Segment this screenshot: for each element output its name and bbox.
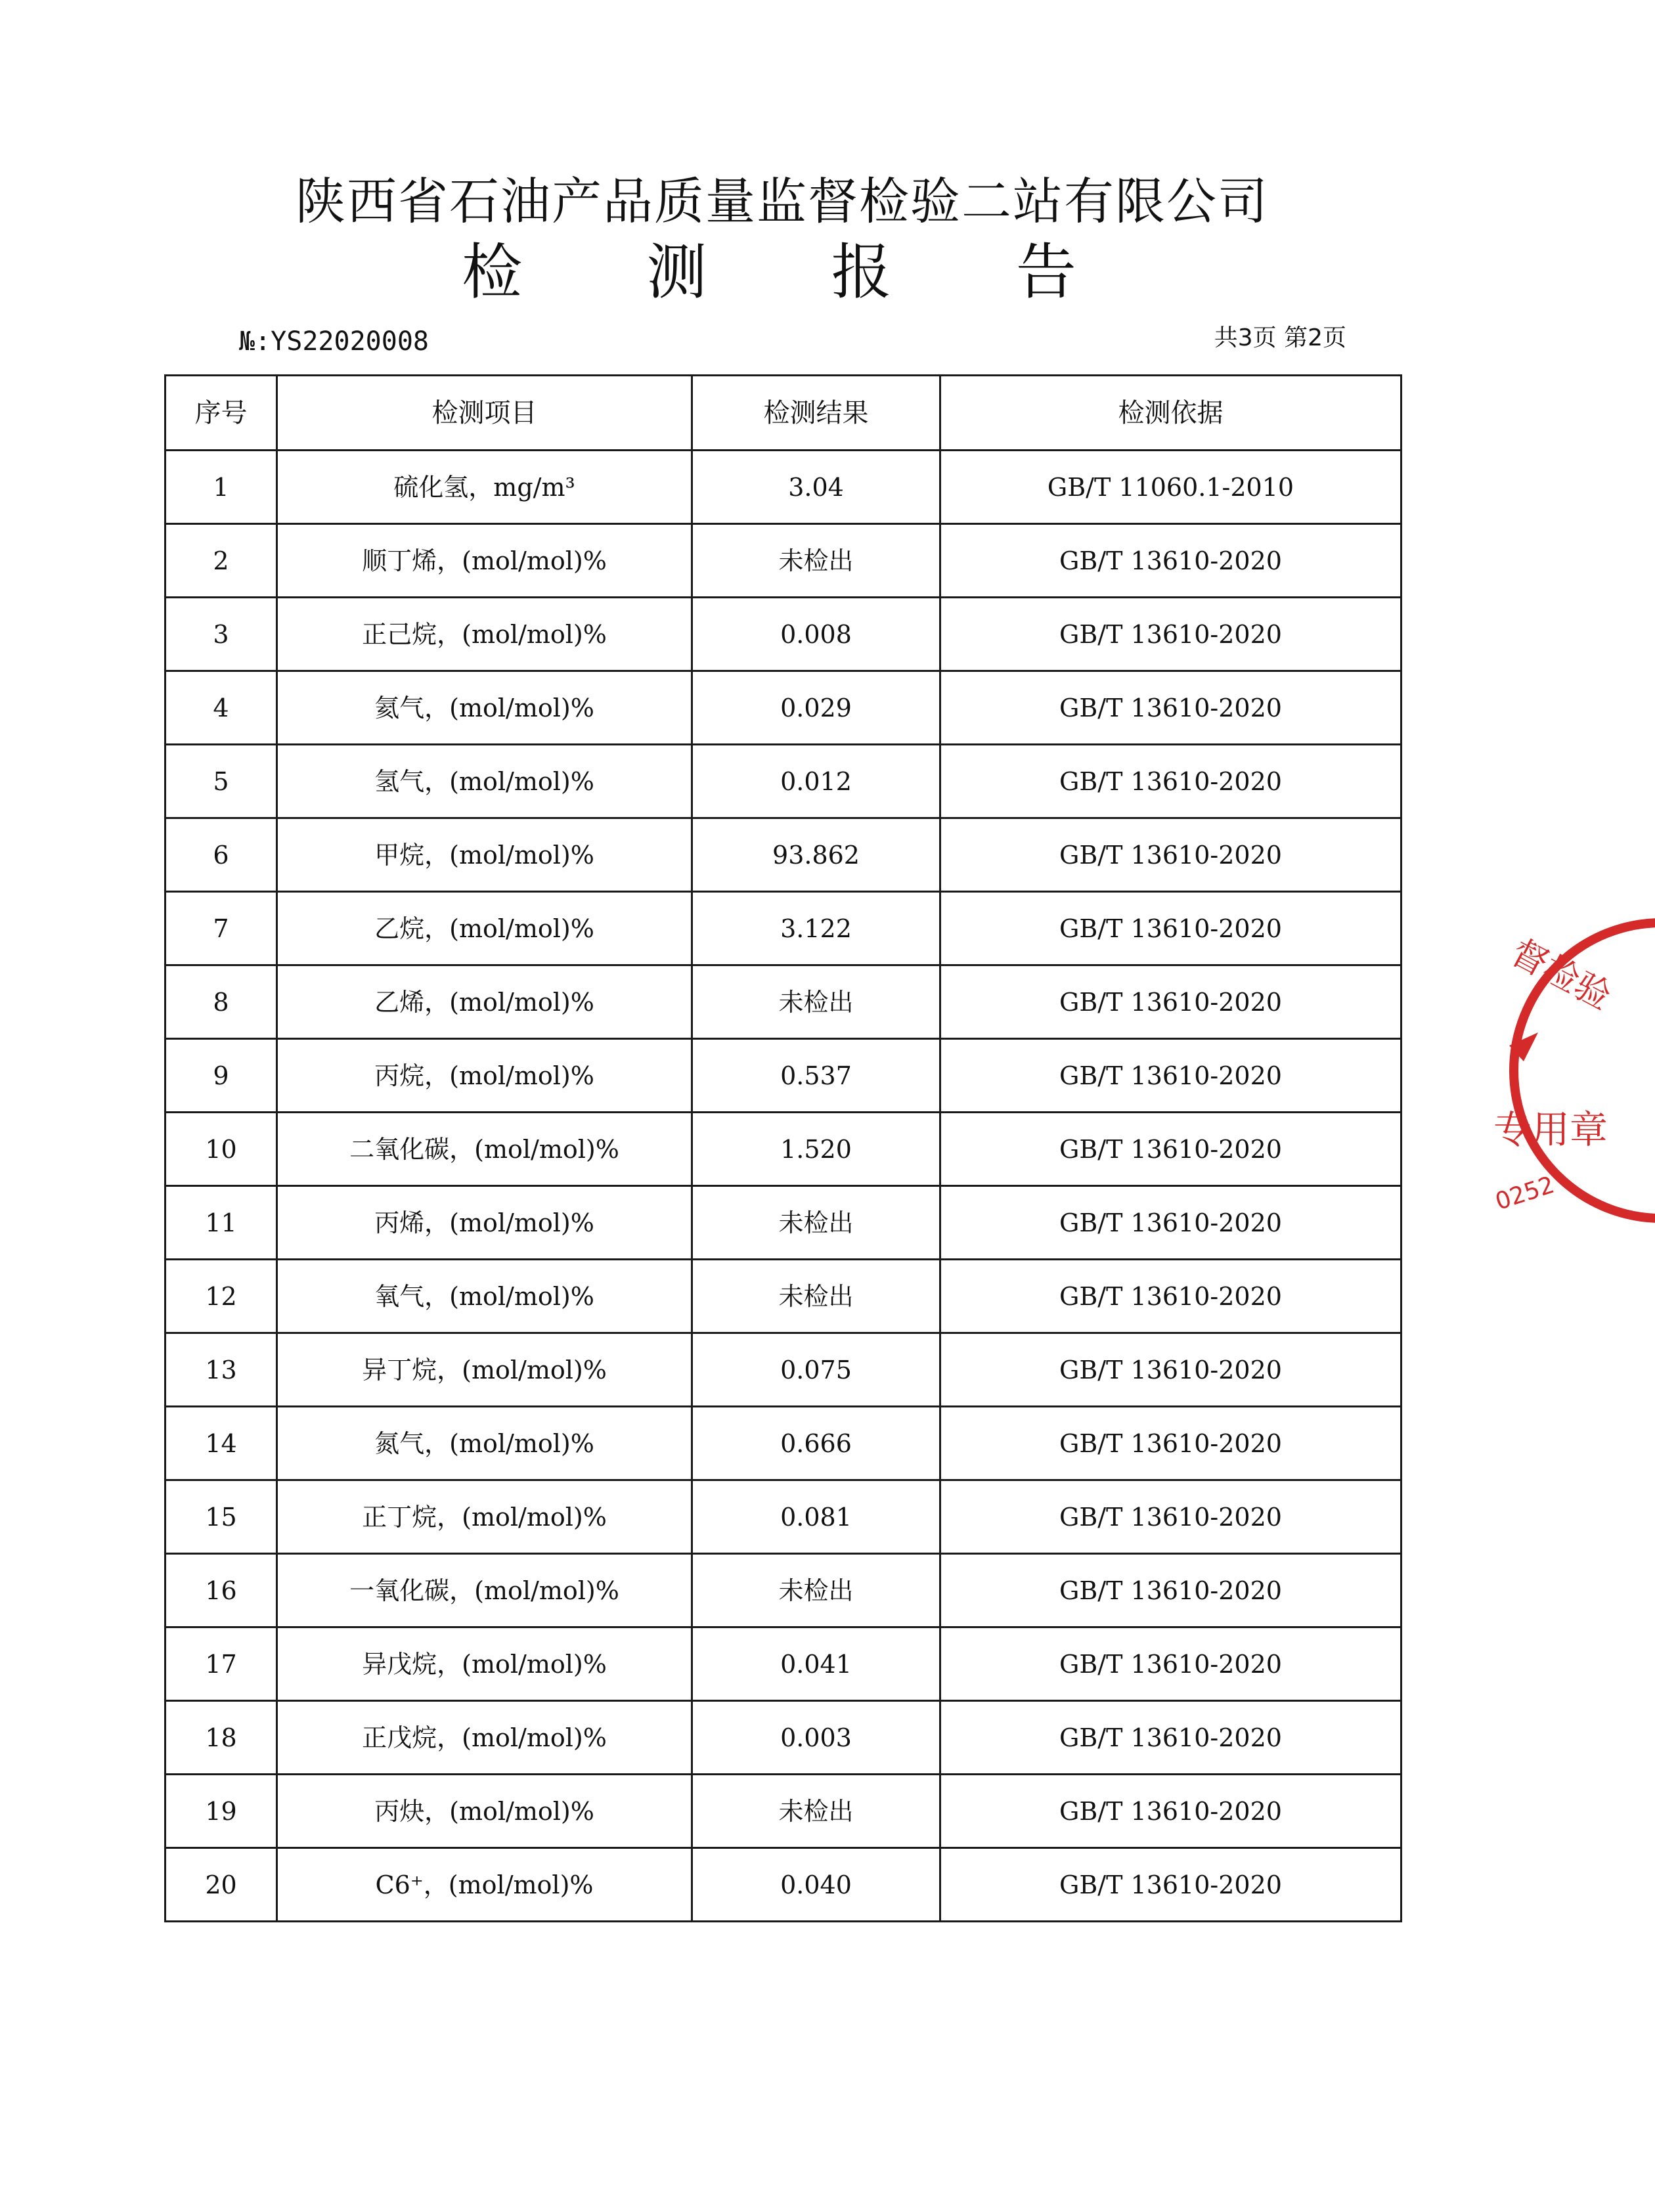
cell-no: 19 — [166, 1775, 277, 1848]
seal-text-num: 0252 — [1492, 1171, 1558, 1216]
column-header-result: 检测结果 — [692, 376, 940, 451]
cell-item: 氮气，(mol/mol)% — [277, 1407, 692, 1480]
cell-no: 16 — [166, 1554, 277, 1627]
table-row — [166, 524, 1401, 598]
column-header-no: 序号 — [166, 376, 277, 451]
cell-result: 3.04 — [692, 451, 940, 524]
cell-item: 乙烷，(mol/mol)% — [277, 892, 692, 965]
official-seal — [1492, 906, 1655, 1235]
cell-no: 1 — [166, 451, 277, 524]
cell-item: 一氧化碳，(mol/mol)% — [277, 1554, 692, 1627]
page-info: 共3页 第2页 — [1214, 324, 1346, 351]
cell-basis: GB/T 13610-2020 — [940, 965, 1401, 1039]
cell-item: 异丁烷，(mol/mol)% — [277, 1333, 692, 1407]
cell-basis: GB/T 13610-2020 — [940, 1701, 1401, 1775]
cell-result: 0.029 — [692, 671, 940, 745]
cell-item: 氦气，(mol/mol)% — [277, 671, 692, 745]
cell-result: 未检出 — [692, 1260, 940, 1333]
cell-item: 丙烷，(mol/mol)% — [277, 1039, 692, 1113]
cell-result: 0.041 — [692, 1627, 940, 1701]
table-row — [166, 1554, 1401, 1627]
cell-item: 异戊烷，(mol/mol)% — [277, 1627, 692, 1701]
results-table — [164, 374, 1402, 1922]
table-row — [166, 1627, 1401, 1701]
column-header-item: 检测项目 — [277, 376, 692, 451]
cell-item: 硫化氢，mg/m³ — [277, 451, 692, 524]
cell-no: 8 — [166, 965, 277, 1039]
cell-item: 顺丁烯，(mol/mol)% — [277, 524, 692, 598]
table-row — [166, 1848, 1401, 1922]
table-row — [166, 1333, 1401, 1407]
cell-basis: GB/T 13610-2020 — [940, 1333, 1401, 1407]
cell-result: 未检出 — [692, 1554, 940, 1627]
cell-no: 5 — [166, 745, 277, 818]
cell-item: 正丁烷，(mol/mol)% — [277, 1480, 692, 1554]
table-row — [166, 1775, 1401, 1848]
cell-basis: GB/T 13610-2020 — [940, 745, 1401, 818]
cell-basis: GB/T 13610-2020 — [940, 1407, 1401, 1480]
table-row — [166, 1113, 1401, 1186]
table-row — [166, 1701, 1401, 1775]
seal-text-mid: 专用章 — [1493, 1107, 1608, 1152]
table-row — [166, 1407, 1401, 1480]
cell-no: 9 — [166, 1039, 277, 1113]
cell-result: 0.075 — [692, 1333, 940, 1407]
cell-no: 18 — [166, 1701, 277, 1775]
report-number: №:YS22020008 — [239, 326, 429, 357]
cell-item: 甲烷，(mol/mol)% — [277, 818, 692, 892]
cell-no: 14 — [166, 1407, 277, 1480]
cell-no: 11 — [166, 1186, 277, 1260]
table-row — [166, 451, 1401, 524]
cell-result: 93.862 — [692, 818, 940, 892]
cell-basis: GB/T 13610-2020 — [940, 1113, 1401, 1186]
cell-result: 0.537 — [692, 1039, 940, 1113]
cell-result: 0.008 — [692, 598, 940, 671]
cell-basis: GB/T 13610-2020 — [940, 1627, 1401, 1701]
cell-result: 0.081 — [692, 1480, 940, 1554]
cell-item: 二氧化碳，(mol/mol)% — [277, 1113, 692, 1186]
cell-result: 未检出 — [692, 1775, 940, 1848]
cell-item: 氧气，(mol/mol)% — [277, 1260, 692, 1333]
cell-basis: GB/T 13610-2020 — [940, 818, 1401, 892]
cell-no: 4 — [166, 671, 277, 745]
cell-basis: GB/T 13610-2020 — [940, 598, 1401, 671]
table-row — [166, 1260, 1401, 1333]
cell-item: 氢气，(mol/mol)% — [277, 745, 692, 818]
cell-basis: GB/T 11060.1-2010 — [940, 451, 1401, 524]
cell-result: 未检出 — [692, 524, 940, 598]
cell-no: 6 — [166, 818, 277, 892]
cell-result: 3.122 — [692, 892, 940, 965]
cell-no: 7 — [166, 892, 277, 965]
cell-basis: GB/T 13610-2020 — [940, 892, 1401, 965]
cell-result: 0.003 — [692, 1701, 940, 1775]
cell-basis: GB/T 13610-2020 — [940, 1186, 1401, 1260]
cell-no: 13 — [166, 1333, 277, 1407]
cell-no: 17 — [166, 1627, 277, 1701]
cell-result: 未检出 — [692, 1186, 940, 1260]
table-row — [166, 745, 1401, 818]
cell-result: 未检出 — [692, 965, 940, 1039]
cell-item: 正戊烷，(mol/mol)% — [277, 1701, 692, 1775]
seal-text-top: 督检验 — [1504, 931, 1618, 1018]
table-row — [166, 818, 1401, 892]
cell-no: 2 — [166, 524, 277, 598]
cell-item: 丙烯，(mol/mol)% — [277, 1186, 692, 1260]
cell-no: 12 — [166, 1260, 277, 1333]
table-body — [166, 451, 1401, 1922]
table-row — [166, 1480, 1401, 1554]
table-row — [166, 598, 1401, 671]
cell-result: 0.666 — [692, 1407, 940, 1480]
cell-no: 15 — [166, 1480, 277, 1554]
cell-basis: GB/T 13610-2020 — [940, 1554, 1401, 1627]
cell-no: 10 — [166, 1113, 277, 1186]
cell-basis: GB/T 13610-2020 — [940, 671, 1401, 745]
cell-no: 20 — [166, 1848, 277, 1922]
cell-basis: GB/T 13610-2020 — [940, 1039, 1401, 1113]
table-row — [166, 1186, 1401, 1260]
cell-basis: GB/T 13610-2020 — [940, 1260, 1401, 1333]
cell-basis: GB/T 13610-2020 — [940, 524, 1401, 598]
cell-item: 正己烷，(mol/mol)% — [277, 598, 692, 671]
company-name: 陕西省石油产品质量监督检验二站有限公司 — [296, 172, 1269, 231]
table-header-row — [166, 376, 1401, 451]
cell-item: C6⁺，(mol/mol)% — [277, 1848, 692, 1922]
table-row — [166, 1039, 1401, 1113]
report-title: 检 测 报 告 — [462, 237, 1129, 307]
cell-basis: GB/T 13610-2020 — [940, 1848, 1401, 1922]
cell-result: 0.012 — [692, 745, 940, 818]
cell-basis: GB/T 13610-2020 — [940, 1775, 1401, 1848]
cell-item: 乙烯，(mol/mol)% — [277, 965, 692, 1039]
cell-result: 0.040 — [692, 1848, 940, 1922]
cell-basis: GB/T 13610-2020 — [940, 1480, 1401, 1554]
cell-result: 1.520 — [692, 1113, 940, 1186]
table-row — [166, 671, 1401, 745]
column-header-basis: 检测依据 — [940, 376, 1401, 451]
table-row — [166, 892, 1401, 965]
cell-no: 3 — [166, 598, 277, 671]
table-row — [166, 965, 1401, 1039]
cell-item: 丙炔，(mol/mol)% — [277, 1775, 692, 1848]
